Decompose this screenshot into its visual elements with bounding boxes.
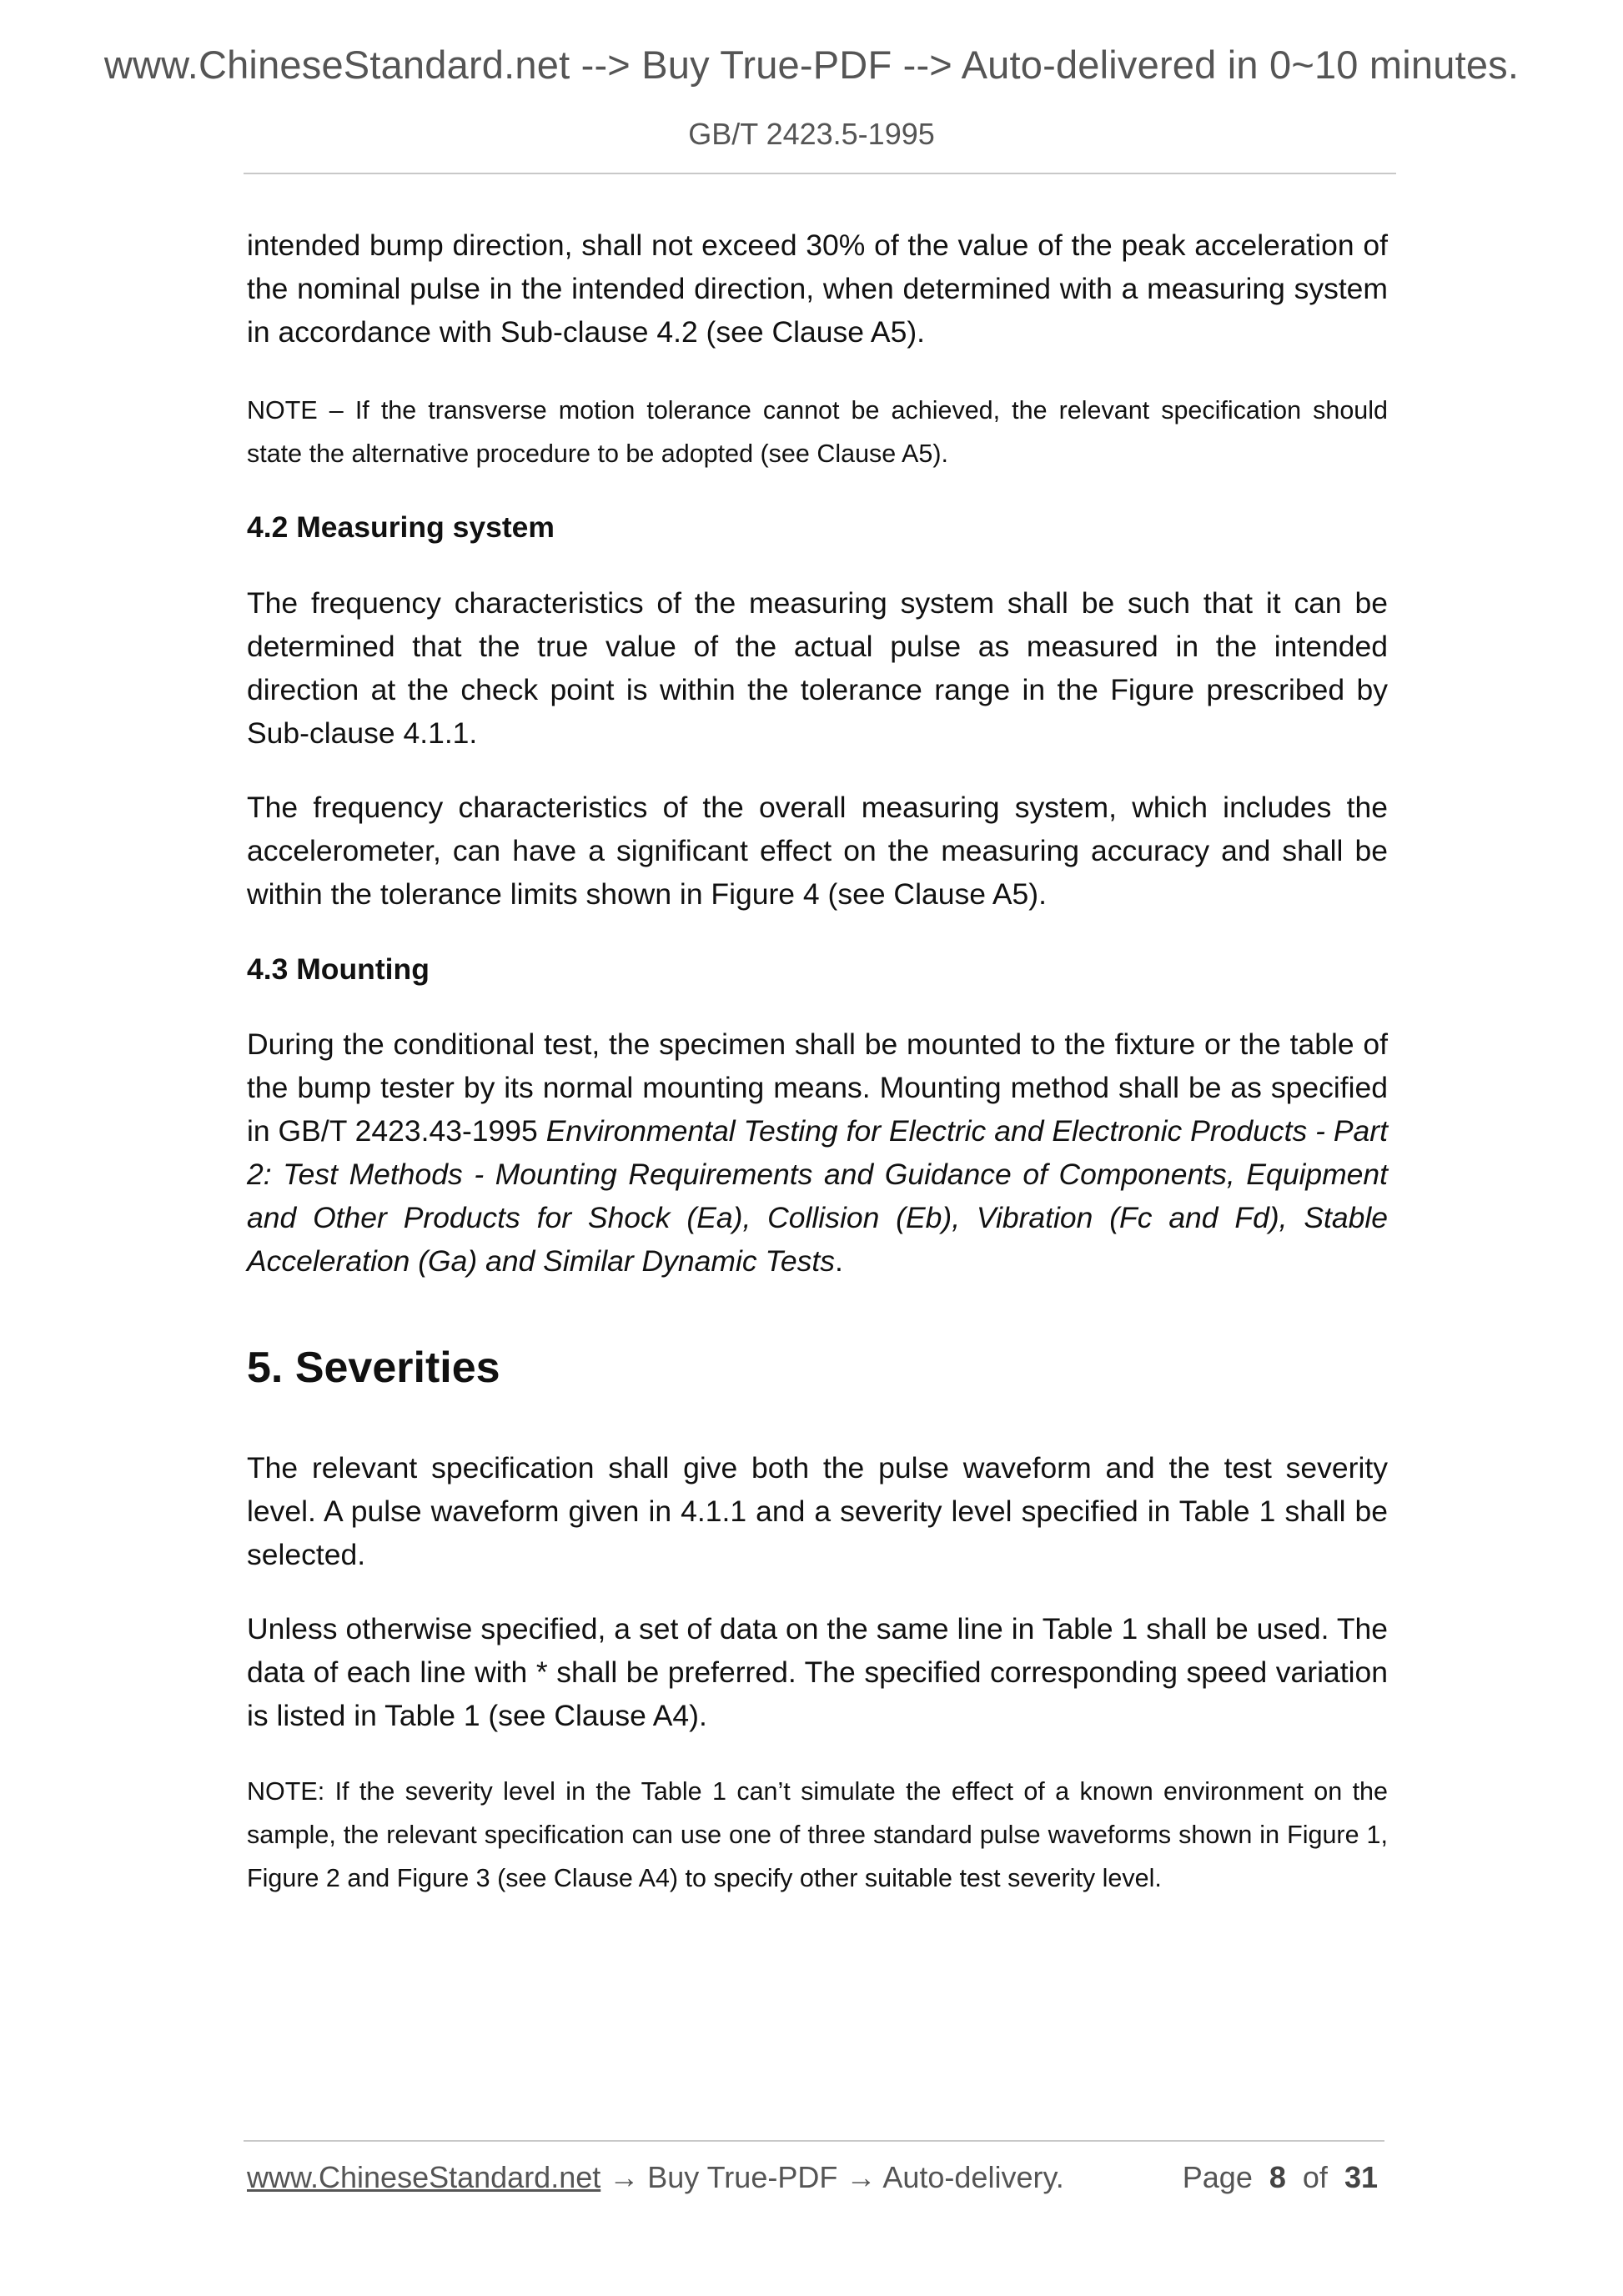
footer-auto-text: Auto-delivery. — [882, 2160, 1064, 2194]
paragraph-continuation-block — [247, 224, 1388, 354]
of-word: of — [1302, 2160, 1328, 2194]
section-5-heading: 5. Severities — [247, 1344, 500, 1392]
top-banner: www.ChineseStandard.net --> Buy True-PDF --> Auto-delivered in 0~10 minutes. — [103, 43, 1520, 87]
page-indicator — [1183, 2160, 1378, 2195]
section-5-note-block — [247, 1770, 1388, 1900]
header-divider — [244, 173, 1396, 174]
section-5-note: NOTE: If the severity level in the Table 1 can’t simulate the effect of a known environment on the sample, the relevant specification can use one of three standard pulse waveforms shown in Figure 1, Figure 2 and Figure 3 (see Clause A4) to specify other suitable test severity level. — [247, 1777, 1388, 1892]
section-4-2-heading: 4.2 Measuring system — [247, 510, 555, 544]
section-4-3-heading-block — [247, 947, 1388, 991]
page-number: 8 — [1269, 2160, 1286, 2194]
section-5-para1-block — [247, 1446, 1388, 1576]
section-4-2-para2-block — [247, 786, 1388, 916]
section-4-3-standard-title: Environmental Testing for Electric and Electronic Products - Part 2: Test Methods - Mounting Requirements and Guidance of Components, Equipment and Other Products for Shock (Ea), Collision (Eb), Vibration (Fc and Fd), Stable Acceleration (Ga) and Similar Dynamic Tests — [247, 1114, 1388, 1278]
section-4-2-heading-block — [247, 505, 1388, 549]
section-4-2-para1-block — [247, 581, 1388, 755]
section-5-heading-block — [247, 1341, 1388, 1394]
note-transverse-motion: NOTE – If the transverse motion tolerance cannot be achieved, the relevant specification should state the alternative procedure to be adopted (see Clause A5). — [247, 396, 1388, 468]
arrow-right-icon: → — [600, 2160, 648, 2194]
section-4-2-paragraph-1: The frequency characteristics of the measuring system shall be such that it can be determined that the true value of the actual pulse as measured in the intended direction at the check point is within the tolerance range in the Figure prescribed by Sub-clause 4.1.1. — [247, 586, 1388, 750]
section-4-3-text-end: . — [835, 1244, 843, 1278]
page-word: Page — [1182, 2160, 1253, 2194]
footer-buy-text: Buy True-PDF — [647, 2160, 838, 2194]
arrow-right-icon: → — [837, 2160, 883, 2194]
page-footer — [247, 2160, 1384, 2203]
footer-divider — [244, 2140, 1384, 2142]
section-4-3-heading: 4.3 Mounting — [247, 952, 430, 986]
section-4-3-paragraph — [247, 1022, 1388, 1283]
section-4-3-text-start: During the conditional test, the specimen shall be mounted to the fixture or the table of the bump tester by its normal mounting means. Mounting method shall be as specified in GB/T 2423.43-1995 — [247, 1027, 1388, 1148]
section-5-paragraph-2: Unless otherwise specified, a set of data on the same line in Table 1 shall be used. The data of each line with * shall be preferred. The specified corresponding speed variation is listed in Table 1 (see Clause A4). — [247, 1612, 1388, 1732]
section-4-2-paragraph-2: The frequency characteristics of the overall measuring system, which includes the accelerometer, can have a significant effect on the measuring accuracy and shall be within the tolerance limits shown in Figure 4 (see Clause A5). — [247, 791, 1388, 911]
page-total: 31 — [1344, 2160, 1378, 2194]
standard-number-header: GB/T 2423.5-1995 — [688, 117, 935, 151]
footer-links — [247, 2160, 1064, 2195]
paragraph-continuation: intended bump direction, shall not exceed 30% of the value of the peak acceleration of the nominal pulse in the intended direction, when determined with a measuring system in accordance with Sub-clause 4.2 (see Clause A5). — [247, 229, 1388, 349]
section-5-paragraph-1: The relevant specification shall give both the pulse waveform and the test severity level. A pulse waveform given in 4.1.1 and a severity level specified in Table 1 shall be selected. — [247, 1451, 1388, 1571]
footer-site-link[interactable]: www.ChineseStandard.net — [247, 2160, 601, 2194]
section-4-3-para-block — [247, 1022, 1388, 1283]
section-5-para2-block — [247, 1607, 1388, 1737]
note-transverse-block — [247, 389, 1388, 475]
